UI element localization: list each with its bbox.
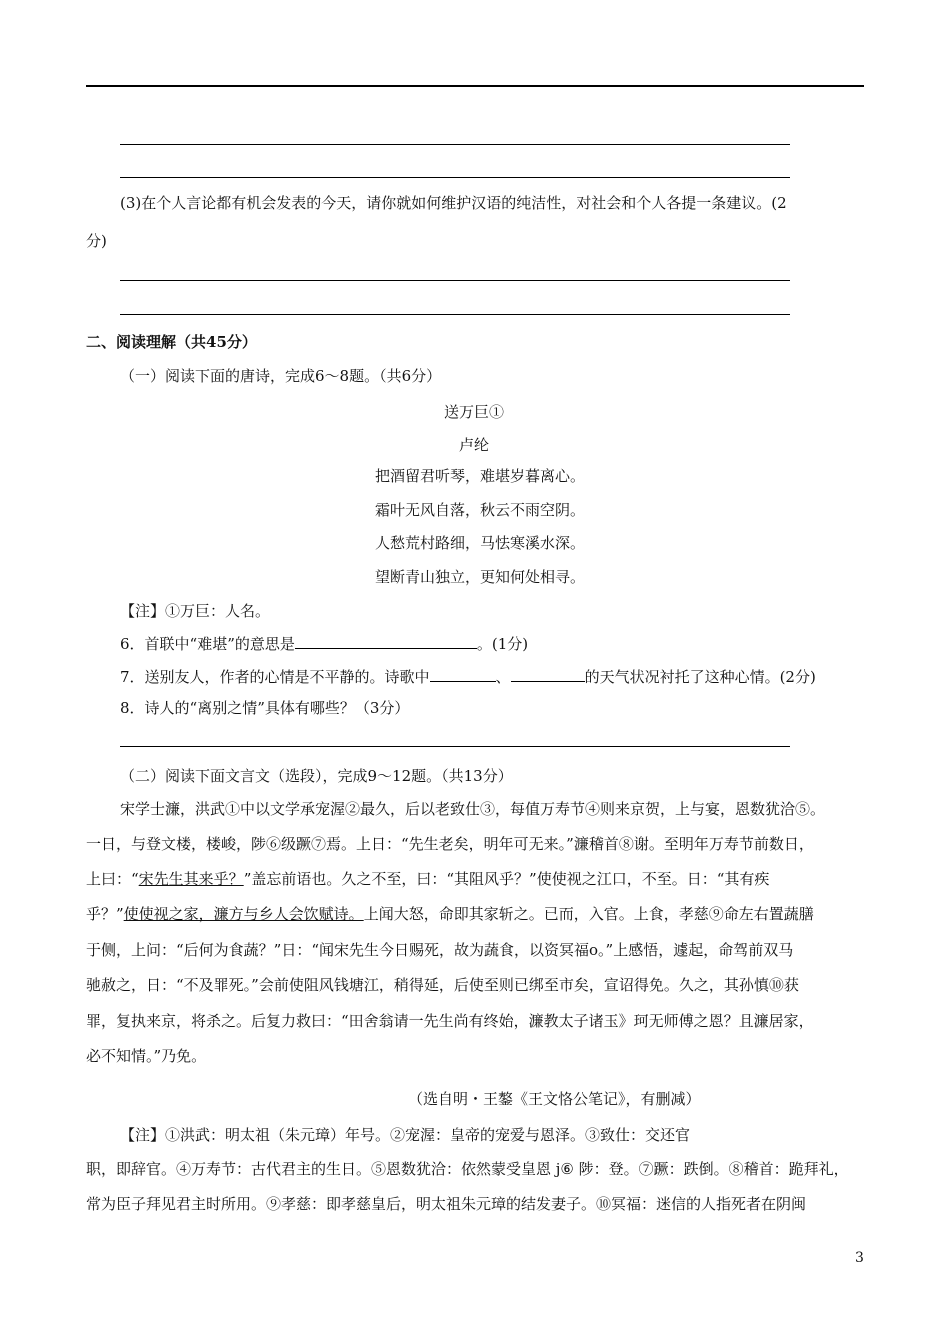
passage-note-2: 职，即辞官。④万寿节：古代君主的生日。⑤恩数犹洽：依然蒙受皇恩 j⑥ 陟：登。⑦蹶：跌倒。⑧稽首：跪拜礼，	[86, 1160, 849, 1178]
poem-line-2: 霜叶无风自落，秋云不雨空阴。	[375, 501, 586, 519]
answer-line-1[interactable]	[120, 144, 790, 145]
passage-line-3-a: 上曰：“	[86, 870, 139, 888]
question-3-text-cont: 分)	[86, 232, 107, 250]
part-2-intro: （二）阅读下面文言文（选段），完成9～12题。（共13分）	[120, 767, 513, 785]
passage-line-8: 必不知情。”乃免。	[86, 1047, 207, 1065]
passage-line-3	[86, 869, 769, 889]
section-2-title: 二、阅读理解（共45分）	[86, 333, 257, 351]
passage-source: （选自明・王鏊《王文恪公笔记》，有删减）	[408, 1090, 701, 1108]
passage-line-1: 宋学士濂，洪武①中以文学承宠渥②最久，后以老致仕③，每值万寿节④则来京贺，上与宴，恩数犹洽⑤。	[120, 800, 826, 818]
poem-line-1: 把酒留君听琴，难堪岁暮离心。	[375, 467, 586, 485]
question-3-text: (3)在个人言论都有机会发表的今天，请你就如何维护汉语的纯洁性，对社会和个人各提一条建议。(2	[120, 194, 787, 212]
poem-title: 送万巨①	[443, 403, 505, 421]
answer-line-4[interactable]	[120, 314, 790, 315]
question-6-blank[interactable]	[295, 633, 477, 649]
question-6-prefix: 6．首联中“难堪”的意思是	[120, 635, 295, 653]
page-number: 3	[855, 1250, 864, 1266]
question-7-prefix: 7．送别友人，作者的心情是不平静的。诗歌中	[120, 668, 430, 686]
poem-line-3: 人愁荒村路细，马怯寒溪水深。	[375, 534, 586, 552]
passage-note-1: 【注】①洪武：明太祖（朱元璋）年号。②宠渥：皇帝的宠爱与恩泽。③致仕：交还官	[120, 1126, 691, 1144]
passage-line-2: 一日，与登文楼，楼峻，陟⑥级蹶⑦焉。上日：“先生老矣，明年可无来。”濂稽首⑧谢。至明年万寿节前数日，	[86, 835, 814, 853]
poem-line-4: 望断青山独立，更知何处相寻。	[375, 568, 586, 586]
passage-line-4	[86, 904, 814, 924]
question-7-suffix: 的天气状况衬托了这种心情。(2分)	[584, 668, 816, 686]
poem-author: 卢纶	[458, 436, 490, 454]
passage-line-5: 于侧，上问：“后何为食蔬？”日：“闻宋先生今日赐死，故为蔬食，以资冥福o。”上感悟，遽起，命驾前双马	[86, 941, 794, 959]
passage-line-3-b: ”盖忘前语也。久之不至，曰：“其阻风乎？”使使视之江口，不至。日：“其有疾	[243, 870, 770, 888]
question-7-sep: 、	[495, 668, 511, 686]
question-6-suffix: 。(1分)	[476, 635, 529, 653]
question-8: 8．诗人的“离别之情”具体有哪些？（3分）	[120, 699, 410, 717]
part-1-intro: （一）阅读下面的唐诗，完成6～8题。（共6分）	[120, 367, 442, 385]
underlined-sentence-2: 使使视之家，濂方与乡人会饮赋诗。	[123, 905, 364, 923]
question-7	[120, 666, 816, 687]
question-7-blank-1[interactable]	[430, 666, 496, 682]
question-6	[120, 633, 528, 654]
answer-line-5[interactable]	[120, 746, 790, 747]
passage-line-4-a: 乎？”	[86, 905, 124, 923]
passage-line-6: 驰赦之，日：“不及罪死。”会前使阻风钱塘江，稍得延，后使至则已绑至市矣，宣诏得免。久之，其孙慎⑩获	[86, 976, 799, 994]
header-rule	[86, 85, 864, 87]
passage-line-4-b: 上闻大怒，命即其家斩之。已而，入官。上食，孝慈⑨命左右置蔬膳	[363, 905, 814, 923]
question-7-blank-2[interactable]	[511, 666, 585, 682]
answer-line-3[interactable]	[120, 280, 790, 281]
underlined-sentence-1: 宋先生其来乎？	[138, 870, 244, 888]
answer-line-2[interactable]	[120, 177, 790, 178]
poem-note: 【注】①万巨：人名。	[120, 602, 271, 620]
passage-line-7: 罪，复执来京，将杀之。后复力救曰：“田舍翁请一先生尚有终始，濂教太子诸玉》珂无师傅之恩？且濂居家，	[86, 1012, 814, 1030]
passage-note-3: 常为臣子拜见君主时所用。⑨孝慈：即孝慈皇后，明太祖朱元璋的结发妻子。⑩冥福：迷信的人指死者在阴闽	[86, 1195, 807, 1213]
